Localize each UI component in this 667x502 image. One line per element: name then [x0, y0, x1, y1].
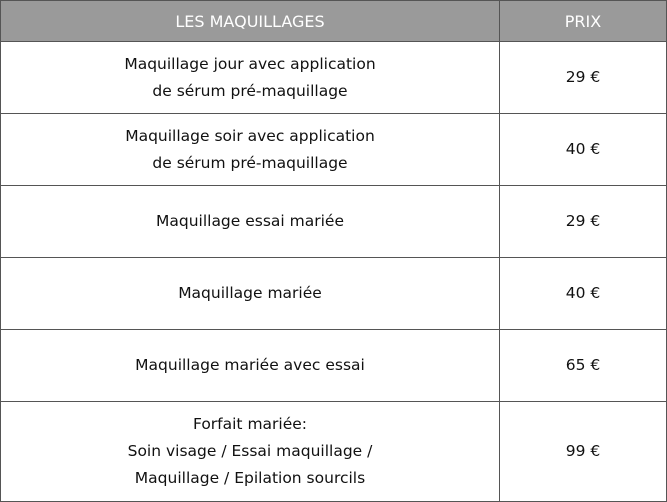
service-price: 29 €	[565, 68, 601, 86]
table-row	[1, 41, 666, 113]
table-header-row	[1, 1, 666, 41]
service-price: 99 €	[565, 442, 601, 460]
header-service: LES MAQUILLAGES	[1, 1, 500, 41]
service-name: Maquillage soir avec application de sérum pré-maquillage	[1, 114, 500, 185]
service-name: Maquillage mariée avec essai	[1, 330, 500, 401]
table-row	[1, 401, 666, 501]
header-price: PRIX	[564, 11, 602, 31]
service-price: 29 €	[565, 212, 601, 230]
table-row	[1, 257, 666, 329]
table-row	[1, 329, 666, 401]
service-name: Maquillage essai mariée	[1, 186, 500, 257]
service-price: 40 €	[565, 140, 601, 158]
service-price: 65 €	[565, 356, 601, 374]
table-row	[1, 185, 666, 257]
service-name: Forfait mariée: Soin visage / Essai maquillage / Maquillage / Epilation sourcils	[1, 402, 500, 501]
service-price: 40 €	[565, 284, 601, 302]
service-name: Maquillage mariée	[1, 258, 500, 329]
table-row	[1, 113, 666, 185]
service-name: Maquillage jour avec application de sérum pré-maquillage	[1, 42, 500, 113]
